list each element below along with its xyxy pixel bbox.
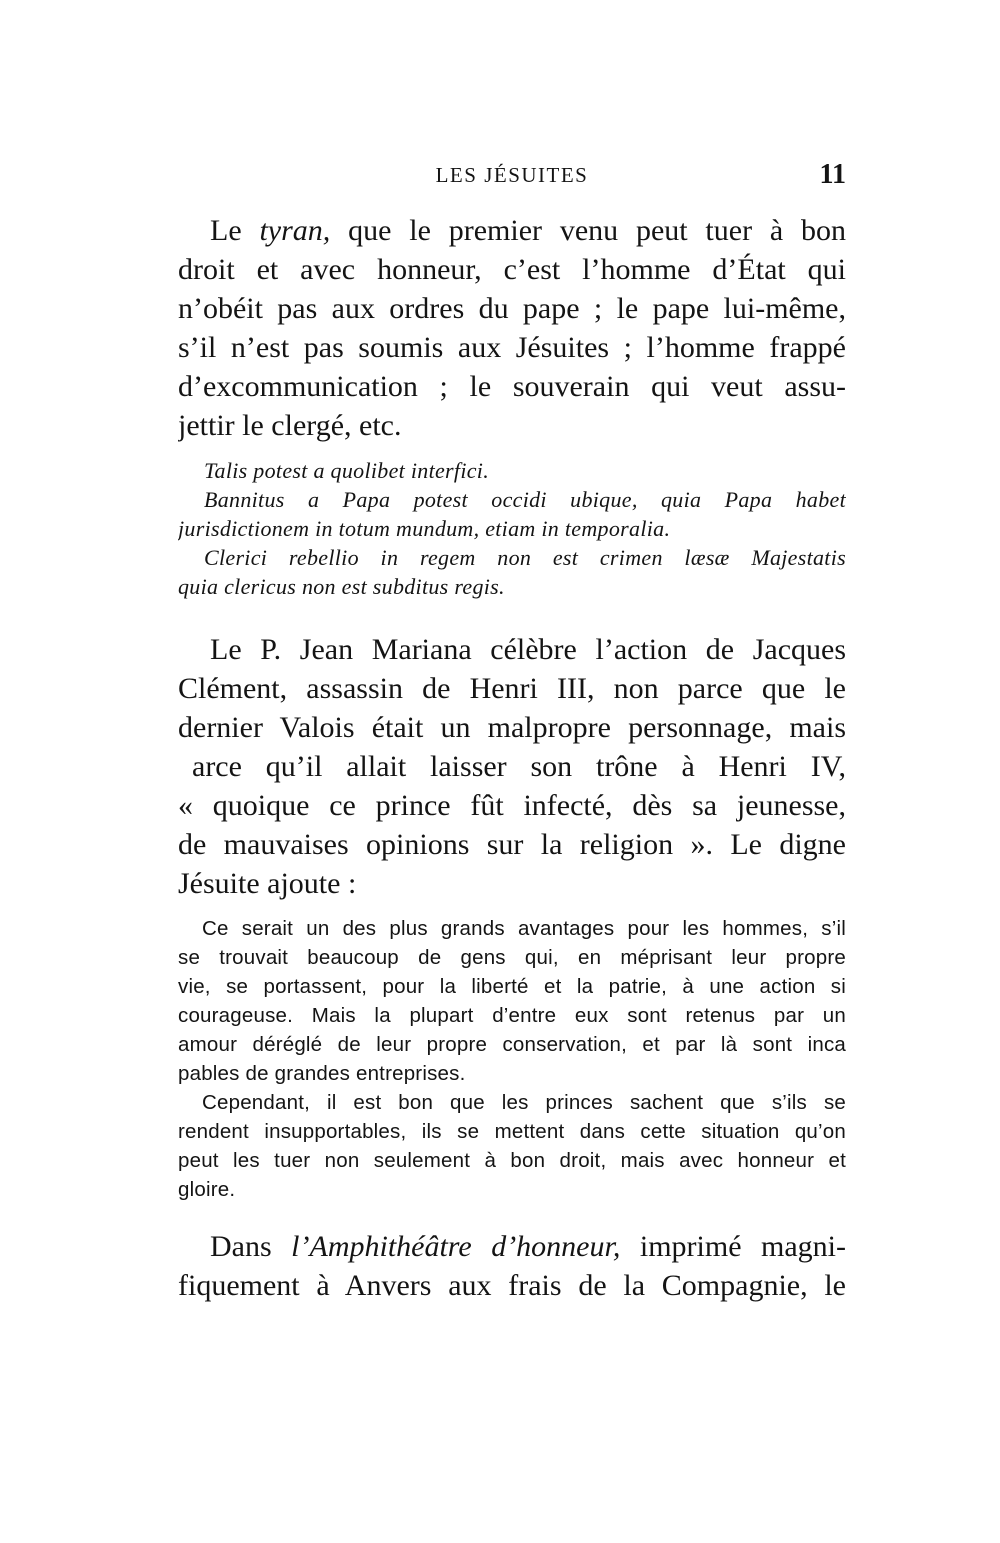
latin-line: quia clericus non est subditus regis.	[178, 574, 505, 599]
paragraph-line: Jésuite ajoute :	[178, 867, 357, 900]
running-head	[178, 160, 846, 190]
paragraph-line: arce qu’il allait laisser son trône à Henri IV,	[192, 750, 846, 783]
paragraph-line: d’excommunication ; le souverain qui veut assu-	[178, 370, 846, 403]
paragraph-line: Dans l’Amphithéâtre d’honneur, imprimé magni-	[210, 1230, 846, 1263]
quote-line: peut les tuer non seulement à bon droit, mais avec honneur et	[178, 1149, 846, 1172]
paragraph-line: « quoique ce prince fût infecté, dès sa jeunesse,	[178, 789, 846, 822]
latin-line: Bannitus a Papa potest occidi ubique, quia Papa habet	[204, 487, 846, 512]
block-quote	[178, 914, 846, 1204]
paragraph-line: de mauvaises opinions sur la religion ». Le digne	[178, 828, 846, 861]
latin-line: Clerici rebellio in regem non est crimen læsæ Majestatis	[204, 545, 846, 570]
paragraph-line: Clément, assassin de Henri III, non parce que le	[178, 672, 846, 705]
quote-line: rendent insupportables, ils se mettent dans cette situation qu’on	[178, 1120, 846, 1143]
quote-line: gloire.	[178, 1178, 236, 1201]
quote-line: courageuse. Mais la plupart d’entre eux sont retenus par un	[178, 1004, 846, 1027]
quote-line: vie, se portassent, pour la liberté et la patrie, à une action si	[178, 975, 846, 998]
latin-citations	[178, 456, 846, 601]
page-number: 11	[819, 159, 846, 190]
paragraph-line: s’il n’est pas soumis aux Jésuites ; l’homme frappé	[178, 331, 846, 364]
latin-line: jurisdictionem in totum mundum, etiam in temporalia.	[178, 516, 671, 541]
paragraph-amphitheatre	[178, 1227, 846, 1305]
emphasis-tyran: tyran,	[259, 214, 331, 247]
paragraph-line: droit et avec honneur, c’est l’homme d’État qui	[178, 253, 846, 286]
paragraph-line: Le P. Jean Mariana célèbre l’action de Jacques	[210, 633, 846, 666]
paragraph-line: fiquement à Anvers aux frais de la Compagnie, le	[178, 1269, 846, 1302]
quote-line: Cependant, il est bon que les princes sachent que s’ils se	[202, 1091, 846, 1114]
paragraph-tyran	[178, 211, 846, 445]
paragraph-line: n’obéit pas aux ordres du pape ; le pape lui-même,	[178, 292, 846, 325]
paragraph-line: Le tyran, que le premier venu peut tuer à bon	[210, 214, 846, 247]
paragraph-line: dernier Valois était un malpropre personnage, mais	[178, 711, 846, 744]
running-title: LES JÉSUITES	[435, 163, 589, 187]
emphasis-book-title: l’Amphithéâtre d’honneur,	[291, 1230, 621, 1263]
quote-line: pables de grandes entreprises.	[178, 1062, 466, 1085]
quote-line: amour déréglé de leur propre conservation, et par là sont inca	[178, 1033, 846, 1056]
quote-line: se trouvait beaucoup de gens qui, en méprisant leur propre	[178, 946, 846, 969]
paragraph-line: jettir le clergé, etc.	[178, 409, 402, 442]
latin-line: Talis potest a quolibet interfici.	[204, 458, 490, 483]
paragraph-mariana	[178, 630, 846, 903]
quote-line: Ce serait un des plus grands avantages pour les hommes, s’il	[202, 917, 846, 940]
